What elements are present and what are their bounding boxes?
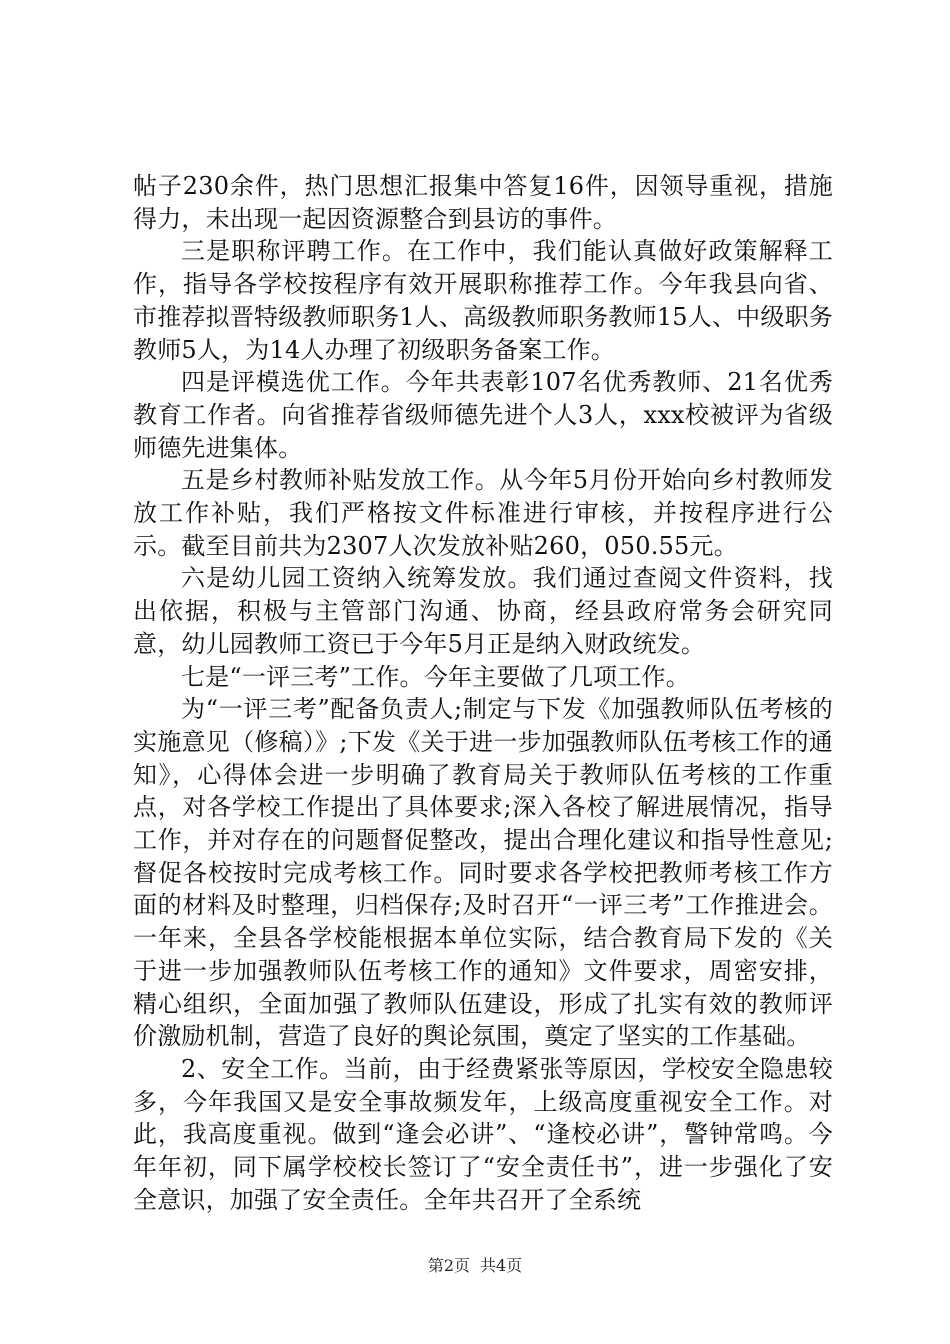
- document-body: [133, 170, 833, 1217]
- paragraph-continuation: 帖子230余件，热门思想汇报集中答复16件，因领导重视，措施得力，未出现一起因资源整合到县访的事件。: [133, 172, 833, 233]
- page-number: 第2页: [427, 1256, 470, 1275]
- total-pages: 共4页: [480, 1256, 523, 1275]
- paragraph-rural-subsidy: 五是乡村教师补贴发放工作。从今年5月份开始向乡村教师发放工作补贴，我们严格按文件标准进行审核，并按程序进行公示。截至目前共为2307人次发放补贴260，050.55元。: [133, 466, 833, 560]
- paragraph-title-evaluation: 三是职称评聘工作。在工作中，我们能认真做好政策解释工作，指导各学校按程序有效开展职称推荐工作。今年我县向省、市推荐拟晋特级教师职务1人、高级教师职务教师15人、中级职务教师5人，为14人办理了初级职务备案工作。: [133, 237, 833, 364]
- paragraph-award-selection: 四是评模选优工作。今年共表彰107名优秀教师、21名优秀教育工作者。向省推荐省级师德先进个人3人，xxx校被评为省级师德先进集体。: [133, 368, 833, 462]
- paragraph-kindergarten-salary: 六是幼儿园工资纳入统筹发放。我们通过查阅文件资料，找出依据，积极与主管部门沟通、协商，经县政府常务会研究同意，幼儿园教师工资已于今年5月正是纳入财政统发。: [133, 564, 833, 658]
- paragraph-safety-work: 2、安全工作。当前，由于经费紧张等原因，学校安全隐患较多，今年我国又是安全事故频发年，上级高度重视安全工作。对此，我高度重视。做到“逢会必讲”、“逢校必讲”，警钟常鸣。今年年初，同下属学校校长签订了“安全责任书”，进一步强化了安全意识，加强了安全责任。全年共召开了全系统: [133, 1054, 833, 1214]
- paragraph-review-details: 为“一评三考”配备负责人;制定与下发《加强教师队伍考核的实施意见（修稿）》;下发《关于进一步加强教师队伍考核工作的通知》，心得体会进一步明确了教育局关于教师队伍考核的工作重点，对各学校工作提出了具体要求;深入各校了解进展情况，指导工作，并对存在的问题督促整改，提出合理化建议和指导性意见;督促各校按时完成考核工作。同时要求各学校把教师考核工作方面的材料及时整理，归档保存;及时召开“一评三考”工作推进会。一年来，全县各学校能根据本单位实际，结合教育局下发的《关于进一步加强教师队伍考核工作的通知》文件要求，周密安排，精心组织，全面加强了教师队伍建设，形成了扎实有效的教师评价激励机制，营造了良好的舆论氛围，奠定了坚实的工作基础。: [133, 695, 833, 1051]
- page-footer: [0, 1256, 950, 1276]
- paragraph-one-review-three-exams: 七是“一评三考”工作。今年主要做了几项工作。: [181, 662, 690, 691]
